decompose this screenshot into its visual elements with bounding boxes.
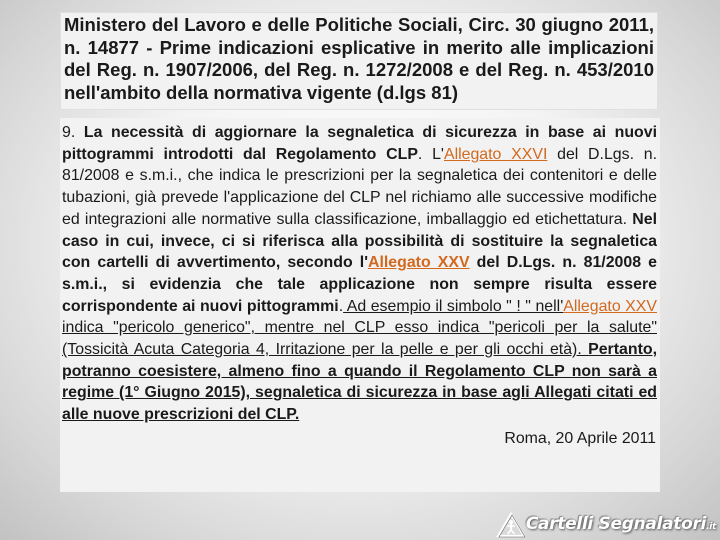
bold-underlined-conclusion: Pertanto, potranno coesistere, almeno fino a quando il Regolamento CLP non sarà a regime (1° Giugno 2015), segnaletica di sicurezza in base agli Allegati citati ed alle nuove prescrizioni del CLP. bbox=[62, 341, 657, 424]
signature-date: Roma, 20 Aprile 2011 bbox=[504, 429, 656, 447]
bold-text-2: del D.Lgs. n. 81/2008 e s.m.i., si evidenzia che tale applicazione non sempre risulta essere corrispondente ai nuovi pittogrammi bbox=[62, 254, 657, 315]
logo-suffix: .it bbox=[706, 522, 716, 532]
document-title bbox=[60, 12, 658, 110]
link-allegato-xxvi[interactable]: Allegato XXVI bbox=[443, 145, 548, 163]
logo-text: Cartelli Segnalatori.it bbox=[525, 514, 716, 534]
hazard-figure-icon bbox=[496, 512, 526, 538]
heading-tail: . L' bbox=[417, 145, 444, 163]
link-allegato-xxv-1[interactable]: Allegato XXV bbox=[367, 254, 470, 272]
site-logo[interactable] bbox=[496, 510, 716, 538]
underlined-text-2: indica "pericolo generico", mentre nel CLP esso indica "pericoli per la salute" (Tossicità Acuta Categoria 4, Irritazione per la pelle e per gli occhi età). bbox=[62, 319, 657, 359]
paragraph-number: 9. bbox=[62, 124, 76, 141]
link-allegato-xxv-2[interactable]: Allegato XXV bbox=[563, 297, 657, 315]
title-text: Ministero del Lavoro e delle Politiche Sociali, Circ. 30 giugno 2011, n. 14877 - Prime indicazioni esplicative in merito alle implicazioni del Reg. n. 1907/2006, del Reg. n. 1272/2008 e del Reg. n. 453/2010 nell'ambito della normativa vigente (d.lgs 81) bbox=[64, 14, 654, 103]
section-heading: La necessità di aggiornare la segnaletica di sicurezza in base ai nuovi pittogrammi introdotti dal Regolamento CLP bbox=[62, 124, 657, 163]
body-text-1: del D.Lgs. n. 81/2008 e s.m.i., che indica le prescrizioni per la segnaletica dei contenitori e delle tubazioni, già prevede l'applicazione del CLP nel richiamo alle successive modifiche ed integrazioni alle normative sulla classificazione, imballaggio ed etichettatura. bbox=[62, 145, 657, 228]
underlined-text-1: Ad esempio il simbolo " ! " nell' bbox=[343, 297, 564, 315]
period: . bbox=[338, 297, 344, 315]
bold-text-1: Nel caso in cui, invece, ci si riferisca alla possibilità di sostituire la segnaletica con cartelli di avvertimento, secondo l' bbox=[62, 210, 657, 272]
document-body bbox=[60, 118, 660, 492]
